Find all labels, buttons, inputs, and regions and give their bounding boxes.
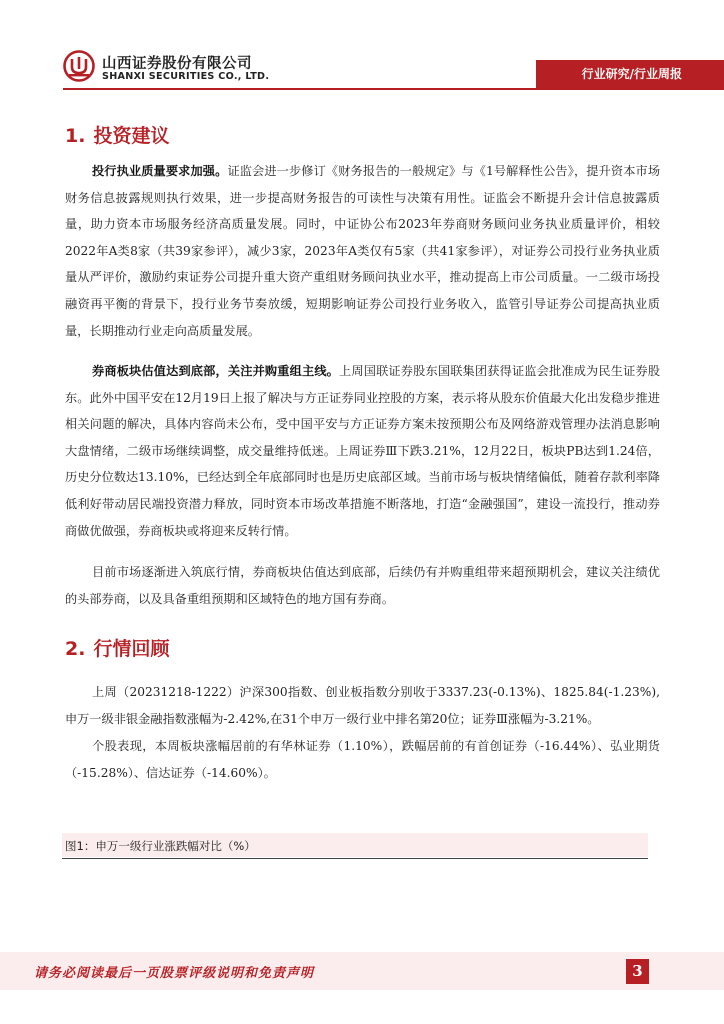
header-divider [63, 88, 724, 90]
section-title-text: 行情回顾 [93, 638, 170, 660]
section-title-text: 投资建议 [93, 125, 170, 147]
figure-caption: 图1：申万一级行业涨跌幅对比（%） [65, 839, 256, 853]
footer-disclaimer: 请务必阅读最后一页股票评级说明和免责声明 [34, 966, 315, 981]
shanxi-securities-logo-icon [63, 50, 95, 82]
report-type-label: 行业研究/行业周报 [581, 67, 682, 81]
paragraph-body: 上周（20231218-1222）沪深300指数、创业板指数分别收于3337.23(-0.13%)、1825.84(-1.23%),申万一级非银金融指数涨幅为-2.42%,在31个申万一级行业中排名第20位；证券Ⅲ涨幅为-3.21%。 [65, 685, 660, 726]
paragraph-ib-quality [65, 158, 660, 344]
company-name-en: SHANXI SECURITIES CO., LTD. [102, 71, 270, 82]
company-name-cn: 山西证券股份有限公司 [102, 56, 252, 72]
paragraph-lead: 券商板块估值达到底部，关注并购重组主线。 [92, 364, 340, 378]
paragraph-body: 上周国联证券股东国联集团获得证监会批准成为民生证券股东。此外中国平安在12月19日上报了解决与方正证券同业控股的方案，表示将从股东价值最大化出发稳步推进相关问题的解决，具体内容尚未公布，受中国平安与方正证券方案未按预期公布及网络游戏管理办法消息影响大盘情绪，二级市场继续调整，成交量维持低迷。上周证券Ⅲ下跌3.21%，12月22日，板块PB达到1.24倍，历史分位数达13.10%，已经达到全年底部同时也是历史底部区域。当前市场与板块情绪偏低，随着存款利率降低利好带动居民端投资潜力释放，同时资本市场改革措施不断落地，打造“金融强国”，建设一流投行，推动券商做优做强，券商板块或将迎来反转行情。 [65, 364, 661, 538]
section-title-investment-advice [65, 121, 169, 148]
paragraph-index-review [65, 679, 660, 732]
figure-divider [62, 858, 648, 859]
section-title-market-review [65, 634, 169, 661]
paragraph-valuation-bottom [65, 358, 660, 544]
paragraph-body: 证监会进一步修订《财务报告的一般规定》与《1号解释性公告》，提升资本市场财务信息披露规则执行效果，进一步提高财务报告的可读性与决策有用性。证监会不断提升会计信息披露质量，助力资本市场服务经济高质量发展。同时，中证协公布2023年券商财务顾问业务执业质量评价，相较2022年A类8家（共39家参评），减少3家，2023年A类仅有5家（共41家参评），对证券公司投行业务执业质量从严评价，激励约束证券公司提升重大资产重组财务顾问执业水平，推动提高上市公司质量。一二级市场投融资再平衡的背景下，投行业务节奏放缓，短期影响证券公司投行业务收入，监管引导证券公司提高执业质量，长期推动行业走向高质量发展。 [65, 164, 661, 338]
section-number: 2. [65, 638, 86, 660]
paragraph-body: 个股表现，本周板块涨幅居前的有华林证券（1.10%），跌幅居前的有首创证券（-16.44%）、弘业期货（-15.28%）、信达证券（-14.60%）。 [65, 739, 660, 780]
paragraph-lead: 投行执业质量要求加强。 [92, 164, 228, 178]
paragraph-stock-performance [65, 733, 660, 786]
section-number: 1. [65, 125, 86, 147]
page-header [0, 0, 724, 90]
paragraph-recommendation [65, 559, 660, 612]
page-number: 3 [632, 962, 643, 980]
paragraph-body: 目前市场逐渐进入筑底行情，券商板块估值达到底部，后续仍有并购重组带来超预期机会，建议关注绩优的头部券商，以及具备重组预期和区域特色的地方国有券商。 [65, 565, 660, 606]
